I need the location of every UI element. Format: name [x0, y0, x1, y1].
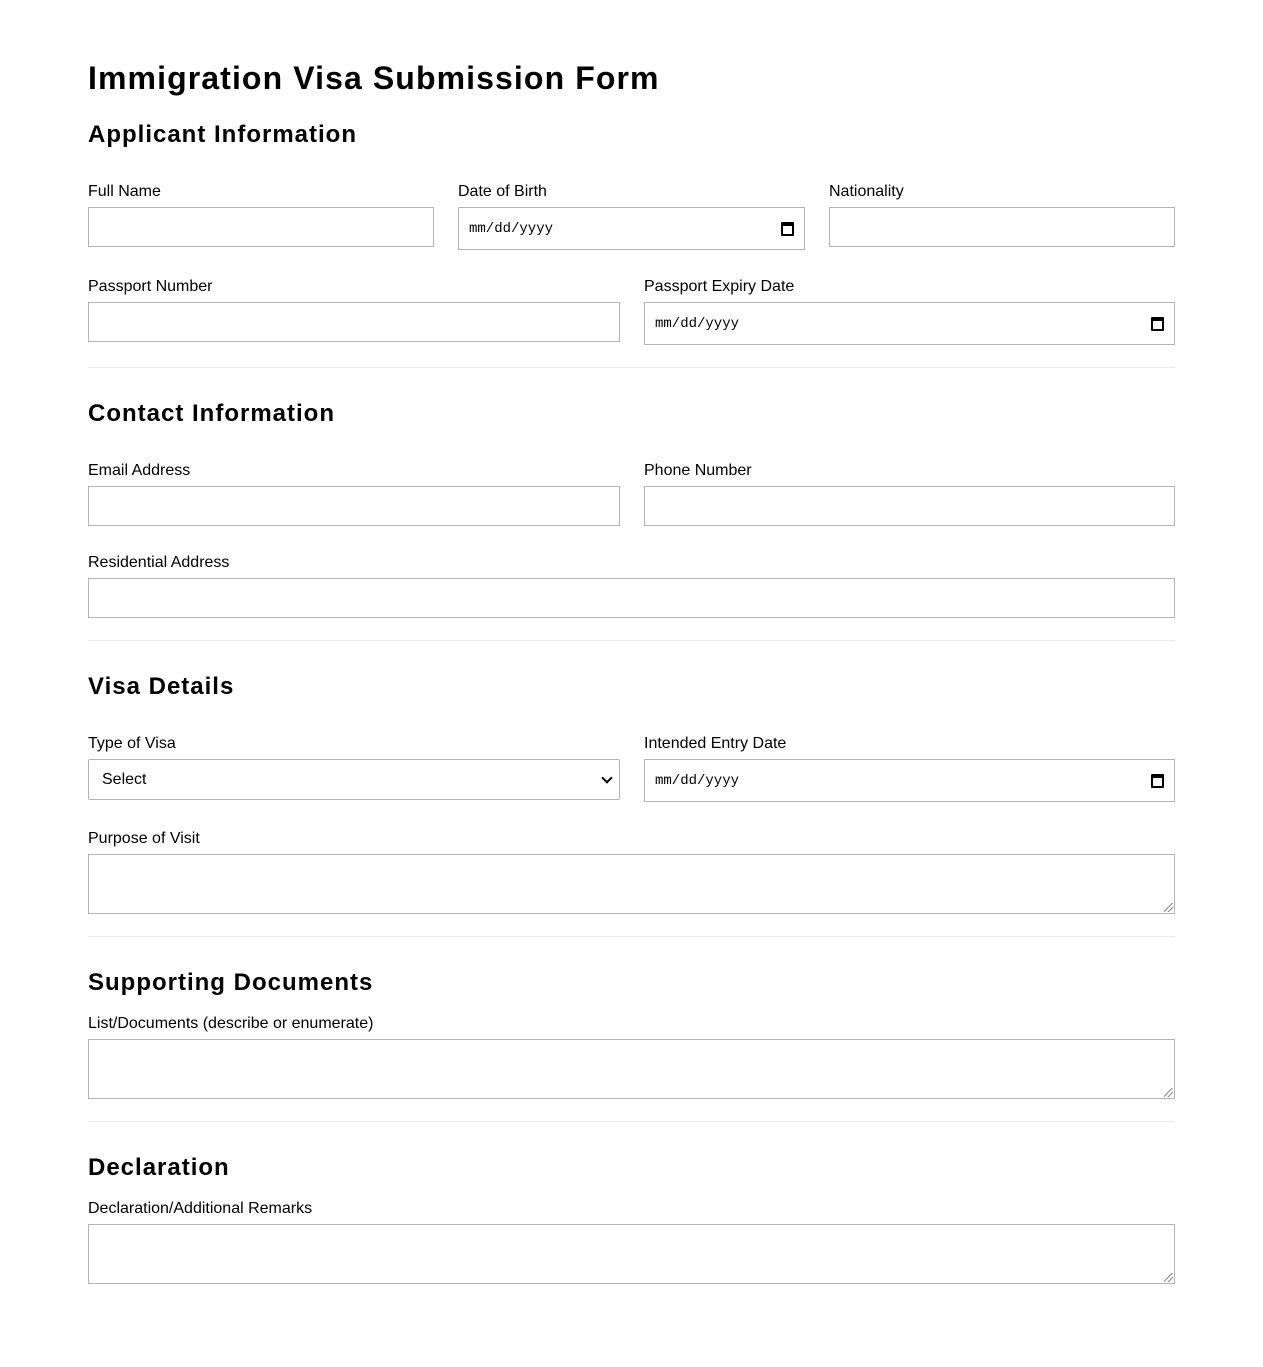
date-of-birth-placeholder: mm/dd/yyyy: [469, 220, 554, 237]
passport-number-input[interactable]: [88, 302, 620, 342]
declaration-section-heading: Declaration: [88, 1154, 230, 1181]
purpose-textarea[interactable]: [88, 854, 1175, 914]
calendar-icon[interactable]: [1151, 317, 1164, 331]
full-name-input[interactable]: [88, 207, 434, 247]
residential-address-label: Residential Address: [88, 554, 230, 571]
section-divider: [88, 367, 1175, 368]
residential-address-input[interactable]: [88, 578, 1175, 618]
resize-handle-icon[interactable]: [1164, 1273, 1173, 1282]
remarks-label: Declaration/Additional Remarks: [88, 1200, 313, 1217]
page-title: Immigration Visa Submission Form: [88, 60, 660, 96]
passport-number-label: Passport Number: [88, 278, 213, 295]
calendar-icon[interactable]: [781, 222, 794, 236]
passport-expiry-label: Passport Expiry Date: [644, 278, 795, 295]
phone-field[interactable]: [644, 486, 1175, 526]
nationality-input[interactable]: [829, 207, 1175, 247]
resize-handle-icon[interactable]: [1164, 903, 1173, 912]
email-label: Email Address: [88, 462, 191, 479]
date-of-birth-label: Date of Birth: [458, 183, 547, 200]
phone-label: Phone Number: [644, 462, 752, 479]
documents-label: List/Documents (describe or enumerate): [88, 1015, 374, 1032]
documents-textarea[interactable]: [88, 1039, 1175, 1099]
applicant-section-heading: Applicant Information: [88, 121, 357, 148]
purpose-label: Purpose of Visit: [88, 830, 200, 847]
section-divider: [88, 640, 1175, 641]
full-name-label: Full Name: [88, 183, 161, 200]
documents-section-heading: Supporting Documents: [88, 969, 374, 996]
entry-date-placeholder: mm/dd/yyyy: [655, 772, 740, 789]
visa-type-select[interactable]: [88, 759, 620, 800]
nationality-label: Nationality: [829, 183, 904, 200]
chevron-down-icon: [601, 772, 612, 783]
section-divider: [88, 936, 1175, 937]
contact-section-heading: Contact Information: [88, 400, 335, 427]
section-divider: [88, 1121, 1175, 1122]
visa-type-label: Type of Visa: [88, 735, 176, 752]
visa-type-selected-value: Select: [102, 770, 147, 788]
entry-date-input[interactable]: [644, 759, 1175, 802]
date-of-birth-input[interactable]: [458, 207, 805, 250]
entry-date-label: Intended Entry Date: [644, 735, 787, 752]
email-field[interactable]: [88, 486, 620, 526]
calendar-icon[interactable]: [1151, 774, 1164, 788]
remarks-textarea[interactable]: [88, 1224, 1175, 1284]
passport-expiry-placeholder: mm/dd/yyyy: [655, 315, 740, 332]
passport-expiry-input[interactable]: [644, 302, 1175, 345]
visa-section-heading: Visa Details: [88, 673, 235, 700]
resize-handle-icon[interactable]: [1164, 1088, 1173, 1097]
